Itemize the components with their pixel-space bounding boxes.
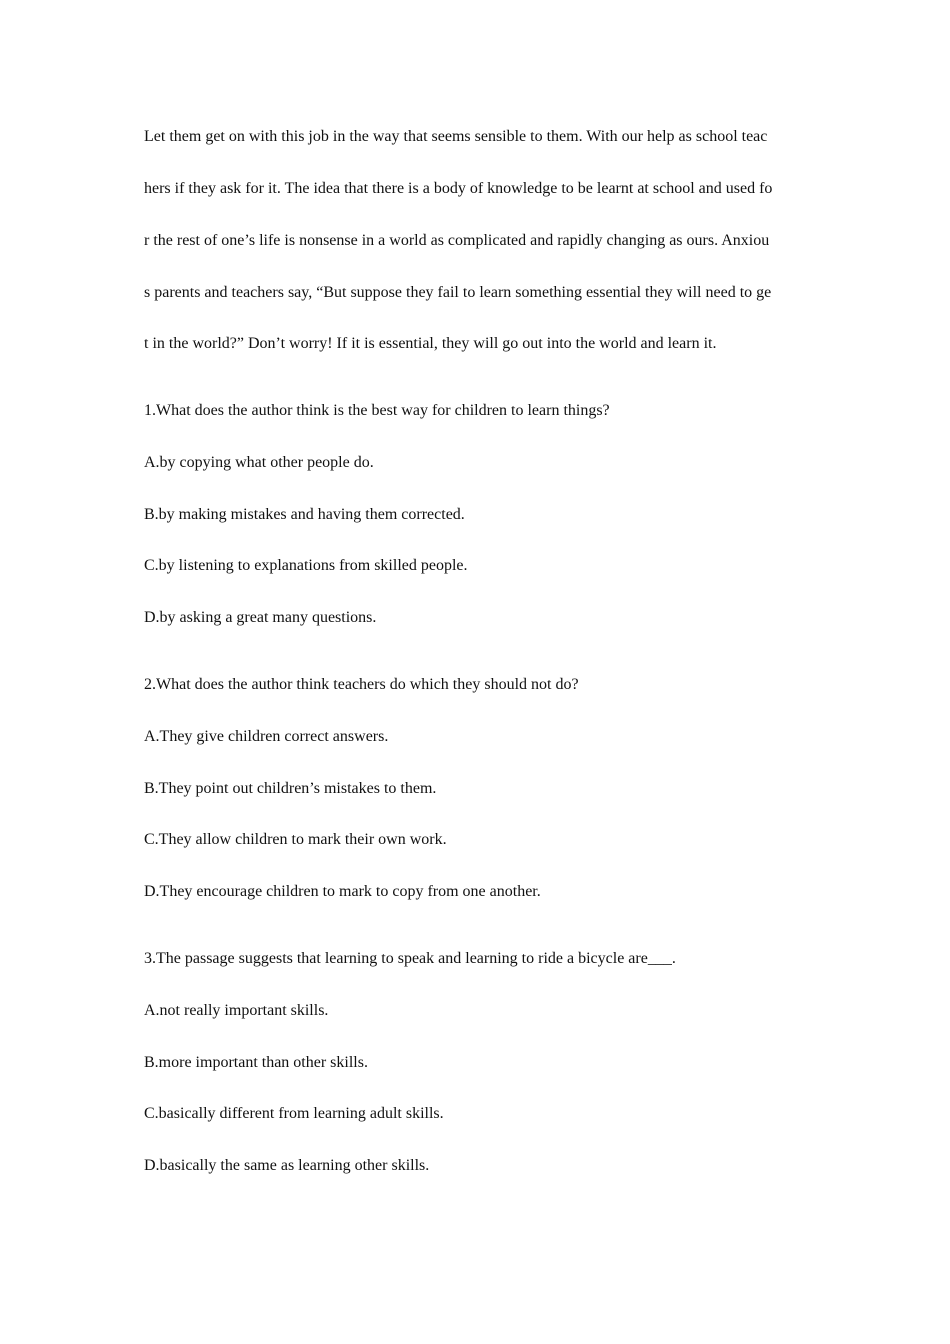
question-2-option-c: C.They allow children to mark their own work. (144, 831, 447, 848)
question-3-option-c: C.basically different from learning adult skills. (144, 1105, 444, 1122)
passage-line: Let them get on with this job in the way that seems sensible to them. With our help as school teac (144, 128, 768, 145)
question-3-option-b: B.more important than other skills. (144, 1054, 368, 1071)
question-3-stem: 3.The passage suggests that learning to speak and learning to ride a bicycle are___. (144, 950, 676, 967)
question-1-option-d: D.by asking a great many questions. (144, 609, 377, 626)
question-2-option-d: D.They encourage children to mark to copy from one another. (144, 883, 541, 900)
question-2-option-b: B.They point out children’s mistakes to them. (144, 780, 437, 797)
passage-line: s parents and teachers say, “But suppose they fail to learn something essential they will need to ge (144, 284, 772, 301)
question-3-option-d: D.basically the same as learning other skills. (144, 1157, 430, 1174)
passage-line: hers if they ask for it. The idea that there is a body of knowledge to be learnt at school and used fo (144, 180, 773, 197)
question-2-stem: 2.What does the author think teachers do which they should not do? (144, 676, 579, 693)
question-1-stem: 1.What does the author think is the best way for children to learn things? (144, 402, 610, 419)
question-2-option-a: A.They give children correct answers. (144, 728, 389, 745)
passage-line: r the rest of one’s life is nonsense in a world as complicated and rapidly changing as ours. Anxiou (144, 232, 770, 249)
passage-line: t in the world?” Don’t worry! If it is essential, they will go out into the world and learn it. (144, 335, 717, 352)
question-1-option-c: C.by listening to explanations from skilled people. (144, 557, 468, 574)
question-1-option-a: A.by copying what other people do. (144, 454, 374, 471)
question-3-option-a: A.not really important skills. (144, 1002, 329, 1019)
question-1-option-b: B.by making mistakes and having them corrected. (144, 506, 465, 523)
